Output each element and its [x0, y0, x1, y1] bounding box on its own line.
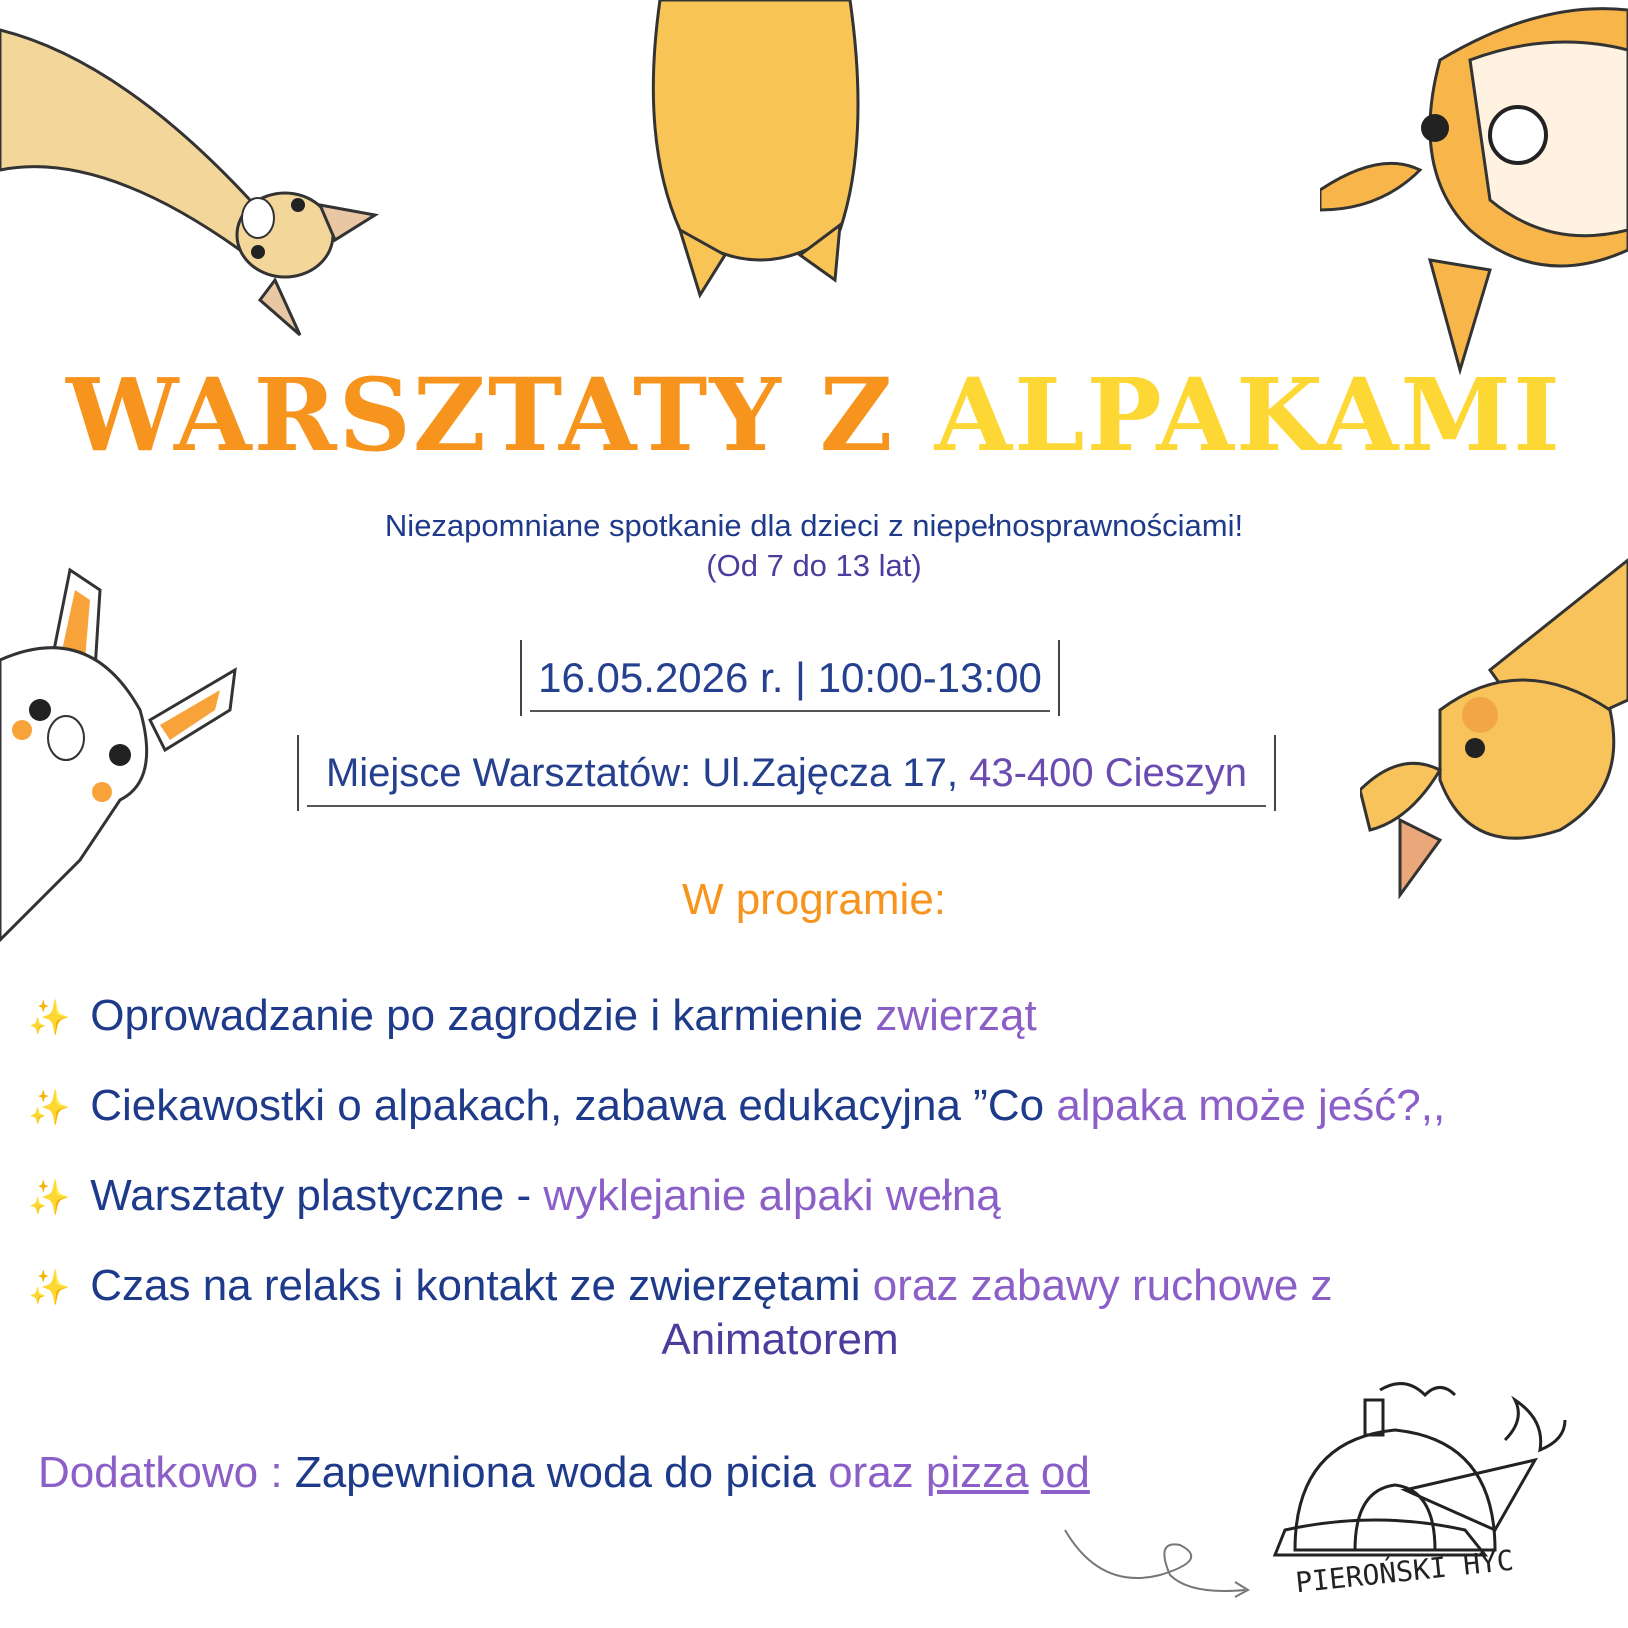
extra-text: Zapewniona woda do picia	[294, 1448, 816, 1497]
place-box	[297, 735, 1276, 811]
subtitle	[0, 506, 1628, 586]
arrow-icon	[1060, 1520, 1260, 1600]
list-item-main: Czas na relaks i kontakt ze zwierzętami	[90, 1261, 861, 1310]
sparkle-icon: ✨	[28, 1269, 71, 1308]
list-item	[28, 1258, 1333, 1316]
title-part-orange: WARSZTATY Z	[66, 356, 895, 474]
list-item	[28, 1168, 1001, 1226]
alpaca-illustration-top-center	[640, 0, 880, 300]
ornament-divider	[307, 805, 1266, 807]
list-item	[28, 988, 1037, 1046]
date-time-text: 16.05.2026 r. | 10:00-13:00	[538, 654, 1042, 701]
alpaca-illustration-top-left	[0, 0, 400, 340]
list-item-accent: zwierząt	[875, 991, 1037, 1040]
sparkle-icon: ✨	[28, 999, 71, 1038]
subtitle-line-1: Niezapomniane spotkanie dla dzieci z niepełnosprawnościami!	[384, 508, 1244, 543]
pizza-link[interactable]: pizza	[925, 1448, 1029, 1497]
od-link[interactable]: od	[1040, 1448, 1090, 1497]
place-label: Miejsce Warsztatów: Ul.Zajęcza 17,	[325, 751, 958, 795]
alpaca-illustration-top-right	[1320, 0, 1628, 380]
ornament-divider	[530, 710, 1050, 712]
list-item	[28, 1078, 1445, 1136]
list-item-main: Oprowadzanie po zagrodzie i karmienie	[90, 991, 864, 1040]
title-part-yellow: ALPAKAMI	[934, 356, 1562, 474]
program-heading: W programie:	[681, 875, 947, 924]
date-time-box	[520, 640, 1060, 716]
logo-text: PIEROŃSKI HYC	[1293, 1543, 1516, 1600]
pizza-oven-icon	[1265, 1380, 1575, 1580]
subtitle-line-2: (Od 7 do 13 lat)	[706, 548, 922, 583]
alpaca-illustration-right	[1360, 540, 1628, 900]
list-item-main: Warsztaty plastyczne -	[90, 1171, 532, 1220]
page-title	[0, 355, 1628, 475]
extra-info	[38, 1448, 1090, 1498]
sparkle-icon: ✨	[28, 1179, 71, 1218]
list-item-accent: oraz zabawy ruchowe z	[872, 1261, 1333, 1310]
list-item-continuation: Animatorem	[661, 1315, 899, 1364]
place-value: 43-400 Cieszyn	[969, 751, 1248, 795]
sparkle-icon: ✨	[28, 1089, 71, 1128]
list-item-accent: wyklejanie alpaki wełną	[543, 1171, 1001, 1220]
list-item-accent: alpaka może jeść?,,	[1056, 1081, 1446, 1130]
list-item-main: Ciekawostki o alpakach, zabawa edukacyjna ”Co	[90, 1081, 1045, 1130]
extra-label: Dodatkowo :	[38, 1448, 283, 1497]
pizza-oven-logo	[1265, 1380, 1575, 1610]
extra-conj: oraz	[828, 1448, 914, 1497]
